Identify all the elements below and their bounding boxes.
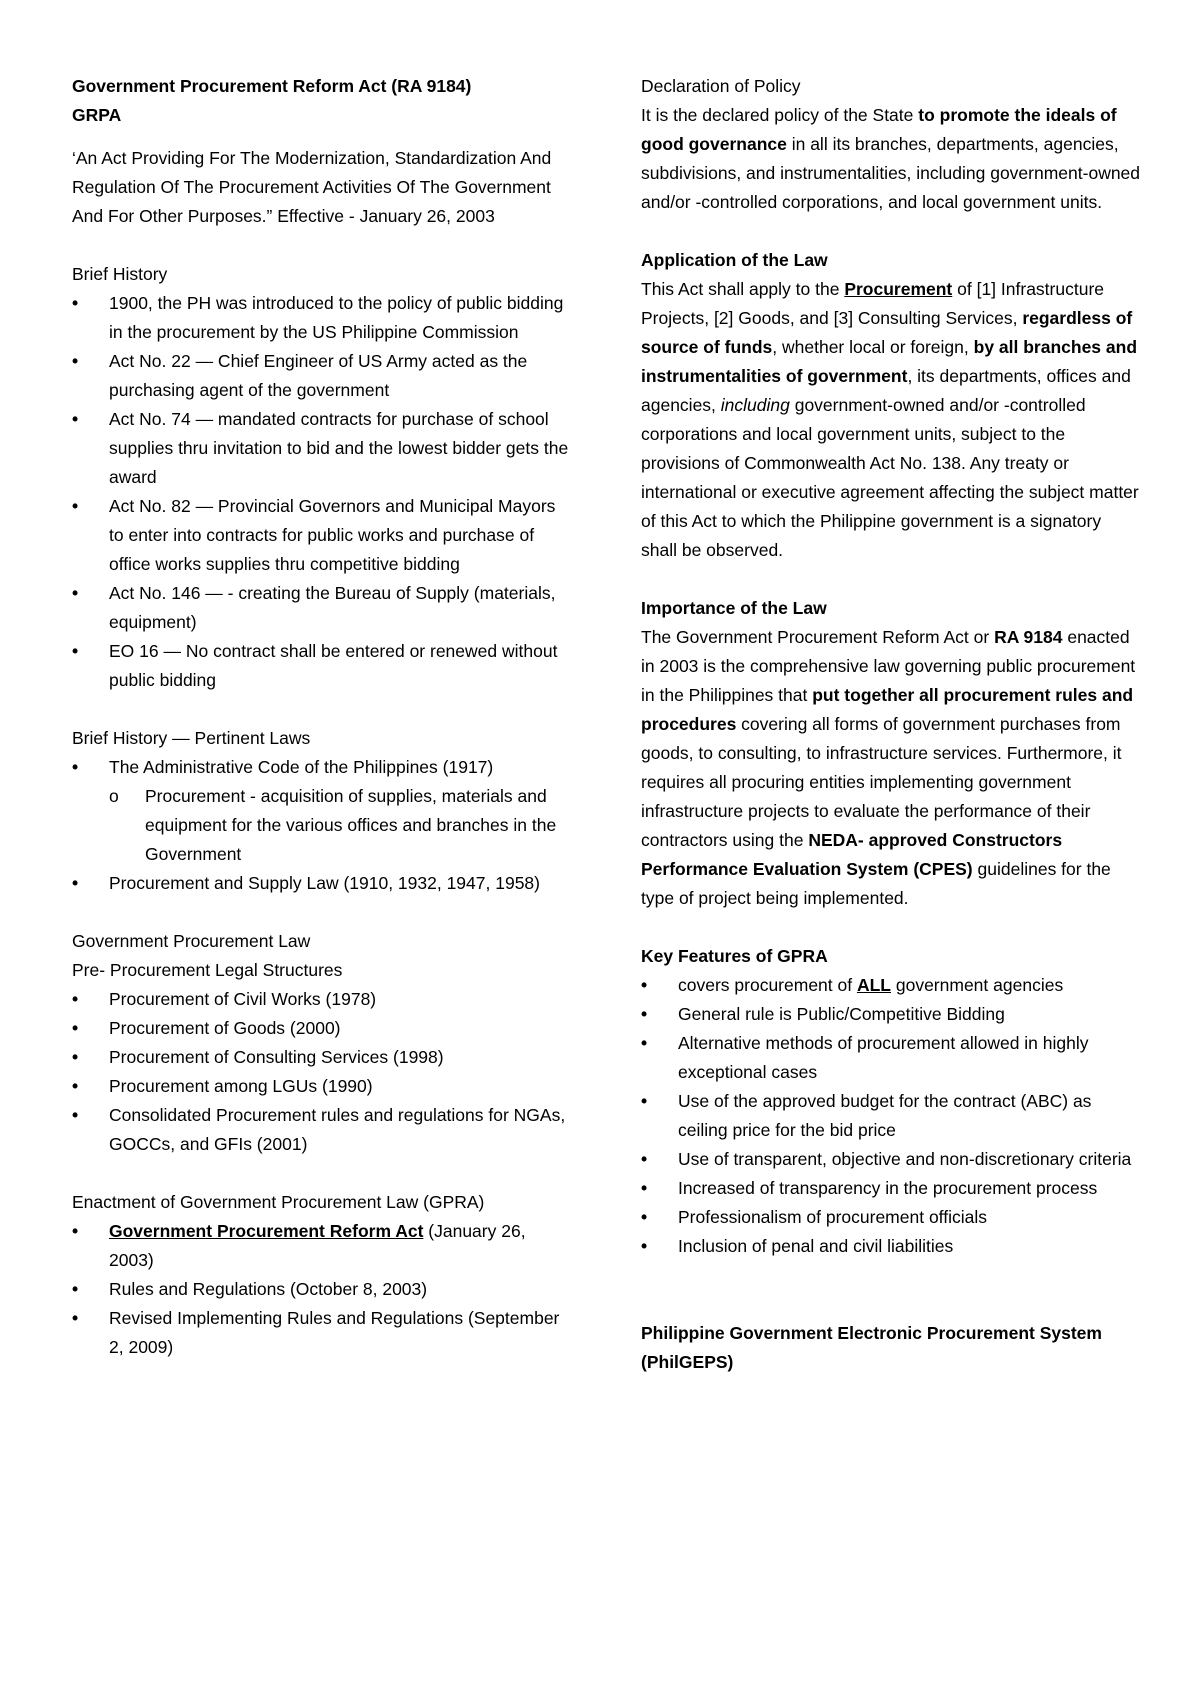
- list-item: • Alternative methods of procurement allowed in highly exceptional cases: [641, 1029, 1141, 1087]
- application-paragraph: [641, 275, 1141, 565]
- list-item: • Act No. 146 — - creating the Bureau of Supply (materials, equipment): [72, 579, 572, 637]
- importance-heading: Importance of the Law: [641, 598, 827, 618]
- sub-list-item: o Procurement - acquisition of supplies, materials and equipment for the various offices and branches in the Government: [72, 782, 572, 869]
- gpra-date: (January 26, 2003): [109, 1221, 526, 1270]
- pertinent-laws-list-2: [72, 869, 572, 898]
- gpl-heading: Government Procurement Law: [72, 931, 311, 951]
- policy-heading: Declaration of Policy: [641, 76, 801, 96]
- pertinent-laws-list: [72, 753, 572, 782]
- list-item: • Procurement and Supply Law (1910, 1932, 1947, 1958): [72, 869, 572, 898]
- gpra-link-text: Government Procurement Reform Act: [109, 1221, 424, 1241]
- enactment-list: [72, 1217, 572, 1362]
- doc-title: Government Procurement Reform Act (RA 9184): [72, 76, 472, 96]
- list-item: • Act No. 74 — mandated contracts for purchase of school supplies thru invitation to bid and the lowest bidder gets the award: [72, 405, 572, 492]
- doc-title-abbrev: GRPA: [72, 105, 122, 125]
- philgeps-heading: Philippine Government Electronic Procurement System (PhilGEPS): [641, 1323, 1102, 1372]
- pre-procurement-list: [72, 985, 572, 1159]
- list-item: • Procurement of Civil Works (1978): [72, 985, 572, 1014]
- policy-paragraph: [641, 101, 1141, 217]
- text-run: It is the declared policy of the State: [641, 105, 919, 125]
- text-run: , its departments, offices and agencies,: [641, 366, 1131, 415]
- text-run: of [1] Infrastructure Projects, [2] Goods, and [3] Consulting Services,: [641, 279, 1104, 328]
- text-run: enacted in 2003 is the comprehensive law governing public procurement in the Philippines that: [641, 627, 1136, 705]
- list-item: • Procurement among LGUs (1990): [72, 1072, 572, 1101]
- text-run: , whether local or foreign,: [772, 337, 974, 357]
- list-item: • Use of transparent, objective and non-discretionary criteria: [641, 1145, 1141, 1174]
- pre-procurement-heading: Pre- Procurement Legal Structures: [72, 960, 343, 980]
- list-item: • The Administrative Code of the Philippines (1917): [72, 753, 572, 782]
- right-column: [641, 72, 1141, 1377]
- importance-paragraph: [641, 623, 1141, 913]
- list-item: [72, 1217, 572, 1275]
- text-run: government agencies: [891, 975, 1064, 995]
- brief-history-heading: Brief History: [72, 264, 168, 284]
- bold-run: NEDA- approved Constructors Performance Evaluation System (CPES): [641, 830, 1063, 879]
- bold-run: by all branches and instrumentalities of government: [641, 337, 1138, 386]
- bold-run: put together all procurement rules and procedures: [641, 685, 1134, 734]
- features-heading: Key Features of GPRA: [641, 946, 828, 966]
- list-item: • Revised Implementing Rules and Regulations (September 2, 2009): [72, 1304, 572, 1362]
- text-run: covers procurement of: [678, 975, 857, 995]
- list-item: • Professionalism of procurement officials: [641, 1203, 1141, 1232]
- act-description: ‘An Act Providing For The Modernization, Standardization And Regulation Of The Procurement Activities Of The Government And For Other Purposes.” Effective - January 26, 2003: [72, 148, 552, 226]
- text-run: The Government Procurement Reform Act or: [641, 627, 995, 647]
- pertinent-laws-sublist: [72, 782, 572, 869]
- brief-history-list: [72, 289, 572, 695]
- list-item: • Inclusion of penal and civil liabilities: [641, 1232, 1141, 1261]
- features-list: [641, 971, 1141, 1261]
- list-item: • Rules and Regulations (October 8, 2003): [72, 1275, 572, 1304]
- list-item: • EO 16 — No contract shall be entered or renewed without public bidding: [72, 637, 572, 695]
- all-emphasis: ALL: [856, 975, 891, 995]
- enactment-heading: Enactment of Government Procurement Law (GPRA): [72, 1192, 485, 1212]
- text-run: covering all forms of government purchases from goods, to consulting, to infrastructure services. Furthermore, it requires all procuring entities implementing government infrastructure projects to evaluate the performance of their contractors using the: [641, 714, 1122, 850]
- text-run: guidelines for the type of project being implemented.: [641, 859, 1111, 908]
- list-item: • Act No. 22 — Chief Engineer of US Army acted as the purchasing agent of the government: [72, 347, 572, 405]
- procurement-underlined: Procurement: [844, 279, 953, 299]
- list-item: • Use of the approved budget for the contract (ABC) as ceiling price for the bid price: [641, 1087, 1141, 1145]
- italic-run: including: [720, 395, 790, 415]
- list-item: [641, 971, 1141, 1000]
- text-run: government-owned and/or -controlled corporations and local government units, subject to the provisions of Commonwealth Act No. 138. Any treaty or international or executive agreement affecting the subject matter of this Act to which the Philippine government is a signatory shall be observed.: [641, 395, 1139, 560]
- left-column: [72, 72, 572, 1362]
- bold-run: to promote the ideals of good governance: [641, 105, 1117, 154]
- list-item: • Act No. 82 — Provincial Governors and Municipal Mayors to enter into contracts for public works and purchase of office works supplies thru competitive bidding: [72, 492, 572, 579]
- text-run: in all its branches, departments, agencies, subdivisions, and instrumentalities, including government-owned and/or -controlled corporations, and local government units.: [641, 134, 1141, 212]
- bold-run: regardless of source of funds: [641, 308, 1133, 357]
- list-item: • 1900, the PH was introduced to the policy of public bidding in the procurement by the US Philippine Commission: [72, 289, 572, 347]
- application-heading: Application of the Law: [641, 250, 828, 270]
- text-run: This Act shall apply to the: [641, 279, 845, 299]
- list-item: • Increased of transparency in the procurement process: [641, 1174, 1141, 1203]
- list-item: • Procurement of Consulting Services (1998): [72, 1043, 572, 1072]
- list-item: • Consolidated Procurement rules and regulations for NGAs, GOCCs, and GFIs (2001): [72, 1101, 572, 1159]
- list-item: • General rule is Public/Competitive Bidding: [641, 1000, 1141, 1029]
- list-item: • Procurement of Goods (2000): [72, 1014, 572, 1043]
- bold-run: RA 9184: [994, 627, 1063, 647]
- pertinent-laws-heading: Brief History — Pertinent Laws: [72, 728, 311, 748]
